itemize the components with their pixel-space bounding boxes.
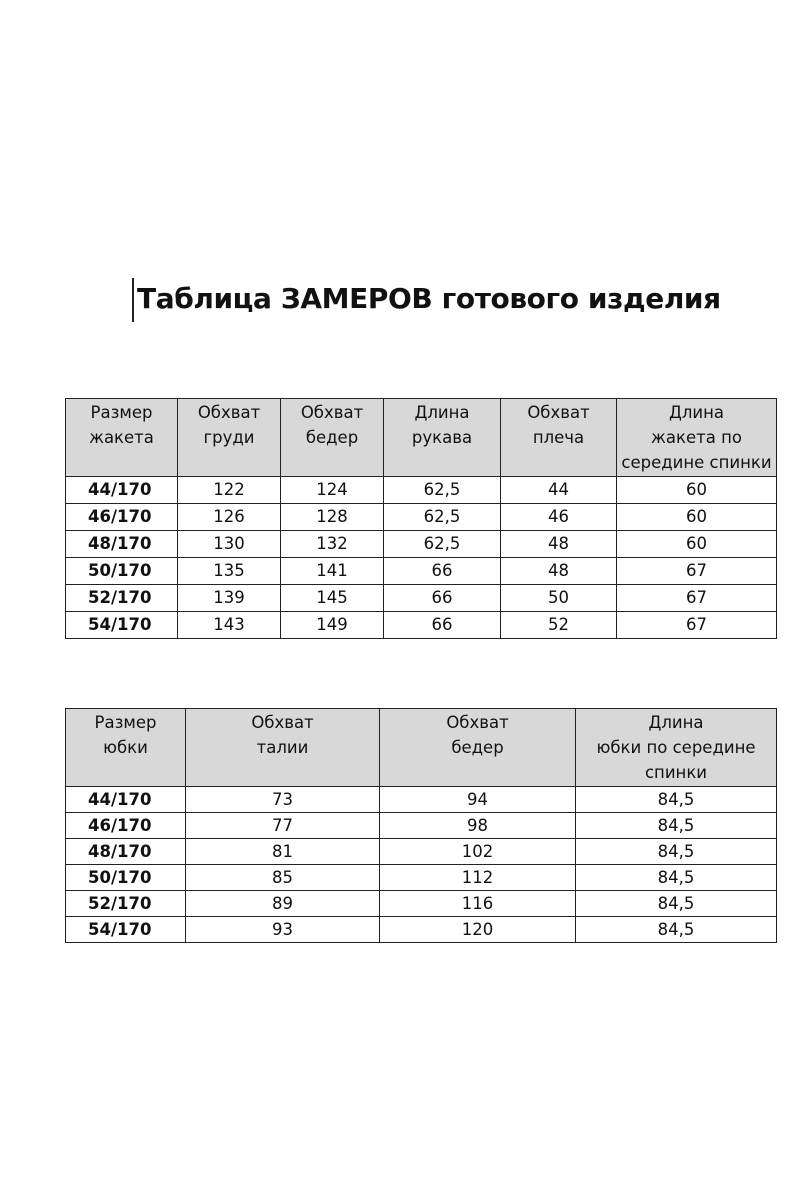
table-header-row xyxy=(66,709,777,787)
table-cell: 141 xyxy=(281,558,384,585)
table-cell: 67 xyxy=(617,585,777,612)
table-row xyxy=(66,865,777,891)
table-cell: 85 xyxy=(186,865,380,891)
size-cell: 50/170 xyxy=(66,558,178,585)
table-row xyxy=(66,558,777,585)
text-cursor xyxy=(132,278,134,322)
table-cell: 60 xyxy=(617,504,777,531)
table-cell: 62,5 xyxy=(384,531,501,558)
size-cell: 54/170 xyxy=(66,612,178,639)
skirt-measurements-table xyxy=(65,708,777,943)
size-cell: 48/170 xyxy=(66,839,186,865)
header-jacket-length: Длина жакета по середине спинки xyxy=(617,399,777,477)
header-hip-girth: Обхват бедер xyxy=(380,709,576,787)
table-cell: 149 xyxy=(281,612,384,639)
table-cell: 48 xyxy=(501,531,617,558)
table-header-row xyxy=(66,399,777,477)
table-cell: 89 xyxy=(186,891,380,917)
table-cell: 50 xyxy=(501,585,617,612)
table-cell: 77 xyxy=(186,813,380,839)
table-cell: 139 xyxy=(178,585,281,612)
table-cell: 46 xyxy=(501,504,617,531)
table-cell: 52 xyxy=(501,612,617,639)
table-cell: 67 xyxy=(617,612,777,639)
table-row xyxy=(66,612,777,639)
table-row xyxy=(66,531,777,558)
table-cell: 135 xyxy=(178,558,281,585)
header-waist-girth: Обхват талии xyxy=(186,709,380,787)
table-cell: 94 xyxy=(380,787,576,813)
table-cell: 84,5 xyxy=(576,917,777,943)
table-row xyxy=(66,891,777,917)
table-cell: 126 xyxy=(178,504,281,531)
table-cell: 124 xyxy=(281,477,384,504)
table-cell: 122 xyxy=(178,477,281,504)
header-skirt-size: Размер юбки xyxy=(66,709,186,787)
size-cell: 54/170 xyxy=(66,917,186,943)
table-cell: 93 xyxy=(186,917,380,943)
table-cell: 67 xyxy=(617,558,777,585)
table-cell: 84,5 xyxy=(576,891,777,917)
table-row xyxy=(66,813,777,839)
header-hip-girth: Обхват бедер xyxy=(281,399,384,477)
table-cell: 102 xyxy=(380,839,576,865)
table-cell: 66 xyxy=(384,558,501,585)
table-cell: 60 xyxy=(617,531,777,558)
table-row xyxy=(66,787,777,813)
table-cell: 130 xyxy=(178,531,281,558)
table-cell: 98 xyxy=(380,813,576,839)
table-row xyxy=(66,585,777,612)
table-cell: 84,5 xyxy=(576,787,777,813)
table-row xyxy=(66,504,777,531)
table-cell: 145 xyxy=(281,585,384,612)
size-cell: 46/170 xyxy=(66,813,186,839)
size-cell: 52/170 xyxy=(66,891,186,917)
page-title: Таблица ЗАМЕРОВ готового изделия xyxy=(137,282,721,315)
table-row xyxy=(66,839,777,865)
table-cell: 48 xyxy=(501,558,617,585)
header-chest-girth: Обхват груди xyxy=(178,399,281,477)
header-shoulder-girth: Обхват плеча xyxy=(501,399,617,477)
table-cell: 66 xyxy=(384,585,501,612)
table-cell: 143 xyxy=(178,612,281,639)
table-row xyxy=(66,917,777,943)
size-cell: 52/170 xyxy=(66,585,178,612)
header-sleeve-length: Длина рукава xyxy=(384,399,501,477)
table-cell: 66 xyxy=(384,612,501,639)
table-cell: 128 xyxy=(281,504,384,531)
size-cell: 46/170 xyxy=(66,504,178,531)
table-cell: 132 xyxy=(281,531,384,558)
table-cell: 60 xyxy=(617,477,777,504)
table-cell: 120 xyxy=(380,917,576,943)
table-cell: 81 xyxy=(186,839,380,865)
jacket-measurements-table xyxy=(65,398,777,639)
table-cell: 112 xyxy=(380,865,576,891)
size-cell: 44/170 xyxy=(66,477,178,504)
table-cell: 73 xyxy=(186,787,380,813)
table-row xyxy=(66,477,777,504)
table-cell: 62,5 xyxy=(384,477,501,504)
header-jacket-size: Размер жакета xyxy=(66,399,178,477)
table-cell: 84,5 xyxy=(576,839,777,865)
table-cell: 62,5 xyxy=(384,504,501,531)
table-cell: 84,5 xyxy=(576,813,777,839)
size-cell: 44/170 xyxy=(66,787,186,813)
table-cell: 44 xyxy=(501,477,617,504)
size-cell: 50/170 xyxy=(66,865,186,891)
table-cell: 84,5 xyxy=(576,865,777,891)
size-cell: 48/170 xyxy=(66,531,178,558)
header-skirt-length: Длина юбки по середине спинки xyxy=(576,709,777,787)
table-cell: 116 xyxy=(380,891,576,917)
